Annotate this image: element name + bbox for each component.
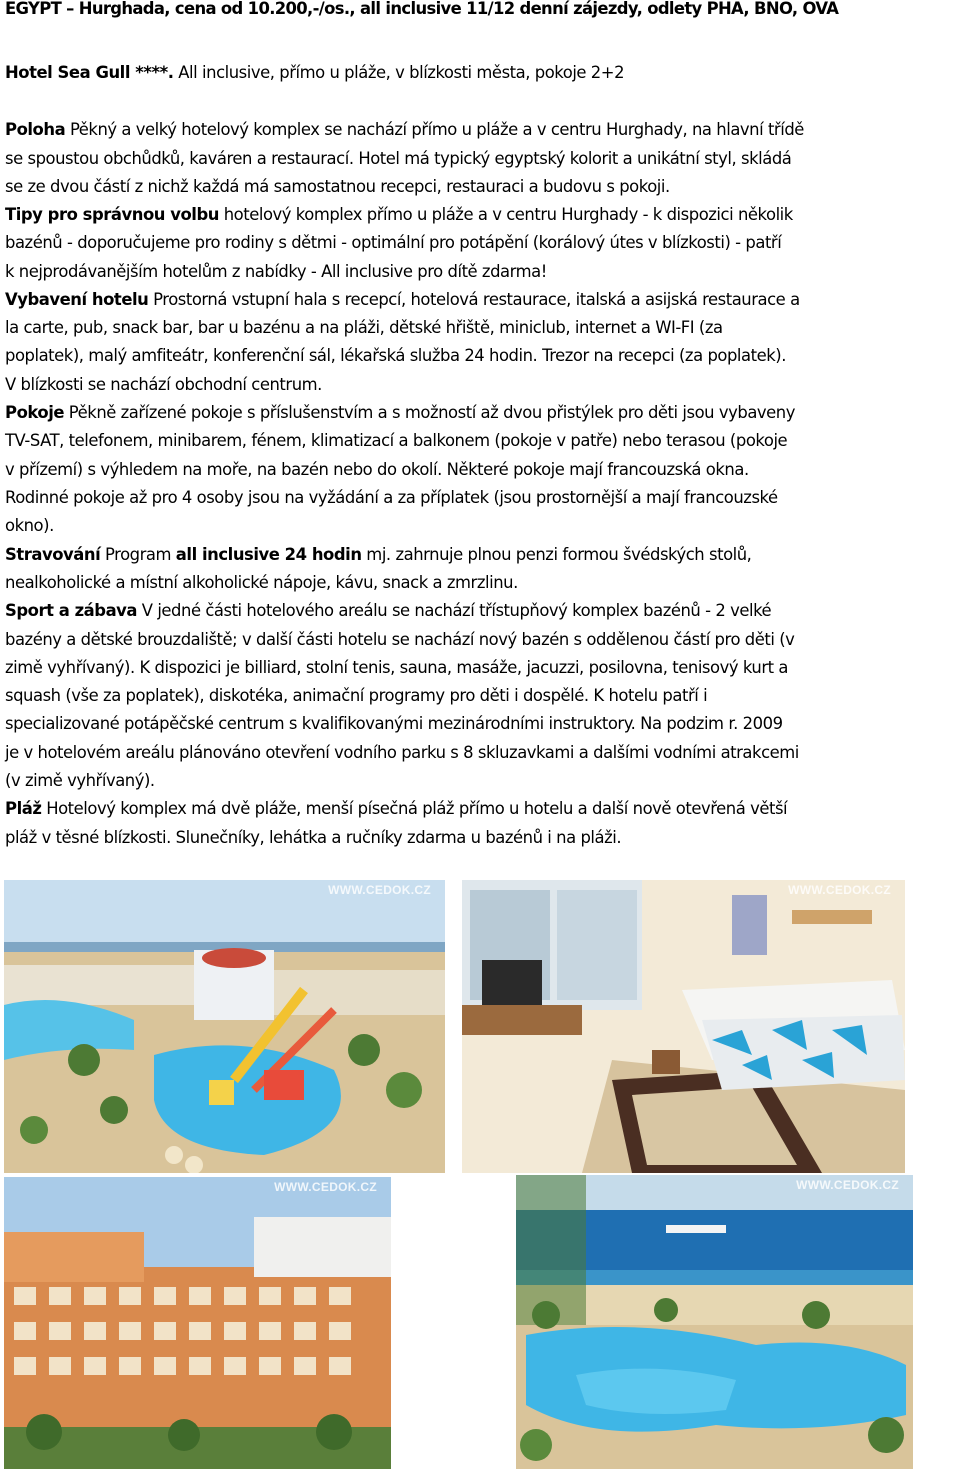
sport-line-5: specializované potápěčské centrum s kvalifikovanými mezinárodními instruktory. Na podzim r. 2009 <box>5 714 783 733</box>
poloha-line-1 <box>5 116 804 144</box>
watermark: WWW.CEDOK.CZ <box>788 883 891 897</box>
watermark: WWW.CEDOK.CZ <box>274 1180 377 1194</box>
pokoje-line-5: okno). <box>5 516 54 535</box>
tipy-label: Tipy pro správnou volbu <box>5 205 219 224</box>
hotel-summary: All inclusive, přímo u pláže, v blízkosti města, pokoje 2+2 <box>173 63 625 82</box>
pool-illustration <box>516 1175 913 1469</box>
hotel-name: Hotel Sea Gull ****. <box>5 63 174 82</box>
pokoje-label: Pokoje <box>5 403 65 422</box>
poloha-text-1: Pěkný a velký hotelový komplex se nachází přímo u pláže a v centru Hurghady, na hlavní třídě <box>65 120 804 139</box>
aquapark-illustration <box>4 880 445 1173</box>
sport-line-4: squash (vše za poplatek), diskotéka, animační programy pro děti i dospělé. K hotelu patří i <box>5 686 708 705</box>
vybaveni-line-2: la carte, pub, snack bar, bar u bazénu a na pláži, dětské hřiště, miniclub, internet a WI-FI (za <box>5 318 723 337</box>
vybaveni-text-1: Prostorná vstupní hala s recepcí, hotelová restaurace, italská a asijská restaurace a <box>148 290 800 309</box>
sport-text-1: V jedné části hotelového areálu se nachází třístupňový komplex bazénů - 2 velké <box>137 601 772 620</box>
plaz-text-1: Hotelový komplex má dvě pláže, menší písečná pláž přímo u hotelu a další nově otevřená větší <box>41 799 788 818</box>
pokoje-line-3: v přízemí) s výhledem na moře, na bazén nebo do okolí. Některé pokoje mají francouzská okna. <box>5 460 749 479</box>
all-inclusive-bold: all inclusive 24 hodin <box>175 545 362 564</box>
stravovani-line-2: nealkoholické a místní alkoholické nápoje, kávu, snack a zmrzlinu. <box>5 573 518 592</box>
stravovani-text-b: mj. zahrnuje plnou penzi formou švédských stolů, <box>361 545 752 564</box>
poloha-label: Poloha <box>5 120 66 139</box>
sport-line-3: zimě vyhřívaný). K dispozici je billiard, stolní tenis, sauna, masáže, jacuzzi, posilovna, tenisový kurt a <box>5 658 788 677</box>
poloha-line-3: se ze dvou částí z nichž každá má samostatnou recepci, restauraci a budovu s pokoji. <box>5 177 670 196</box>
watermark: WWW.CEDOK.CZ <box>328 883 431 897</box>
room-illustration <box>462 880 905 1173</box>
vybaveni-label: Vybavení hotelu <box>5 290 149 309</box>
sport-line-6: je v hotelovém areálu plánováno otevření vodního parku s 8 skluzavkami a dalšími vodními atrakcemi <box>5 743 799 762</box>
sport-line-2: bazény a dětské brouzdaliště; v další části hotelu se nachází nový bazén s oddělenou částí pro děti (v <box>5 630 795 649</box>
aquapark-photo <box>4 880 445 1173</box>
stravovani-text-a: Program <box>100 545 176 564</box>
watermark: WWW.CEDOK.CZ <box>796 1178 899 1192</box>
sport-line-7: (v zimě vyhřívaný). <box>5 771 155 790</box>
plaz-line-1 <box>5 795 787 823</box>
pool-beach-photo <box>516 1175 913 1469</box>
pokoje-text-1: Pěkně zařízené pokoje s příslušenstvím a s možností až dvou přistýlek pro děti jsou vybaveny <box>64 403 795 422</box>
plaz-line-2: pláž v těsné blízkosti. Slunečníky, lehátka a ručníky zdarma u bazénů i na pláži. <box>5 828 622 847</box>
tipy-line-1 <box>5 201 793 229</box>
hotel-line <box>5 59 624 87</box>
plaz-label: Pláž <box>5 799 42 818</box>
stravovani-label: Stravování <box>5 545 101 564</box>
sport-line-1 <box>5 597 771 625</box>
pokoje-line-4: Rodinné pokoje až pro 4 osoby jsou na vyžádání a za příplatek (jsou prostornější a mají francouzské <box>5 488 778 507</box>
pokoje-line-2: TV-SAT, telefonem, minibarem, fénem, klimatizací a balkonem (pokoje v patře) nebo terasou (pokoje <box>5 431 788 450</box>
vybaveni-line-3: poplatek), malý amfiteátr, konferenční sál, lékařská služba 24 hodin. Trezor na recepci (za poplatek). <box>5 346 786 365</box>
poloha-line-2: se spoustou obchůdků, kaváren a restaurací. Hotel má typický egyptský kolorit a unikátní styl, skládá <box>5 149 792 168</box>
sport-label: Sport a zábava <box>5 601 138 620</box>
tipy-line-2: bazénů - doporučujeme pro rodiny s dětmi - optimální pro potápění (korálový útes v blízkosti) - patří <box>5 233 782 252</box>
header-line: EGYPT – Hurghada, cena od 10.200,-/os., all inclusive 11/12 denní zájezdy, odlety PHA, BNO, OVA <box>5 0 839 18</box>
tipy-line-3: k nejprodávanějším hotelům z nabídky - All inclusive pro dítě zdarma! <box>5 262 547 281</box>
stravovani-line-1 <box>5 541 751 569</box>
hotel-building-photo <box>4 1177 391 1469</box>
tipy-text-1: hotelový komplex přímo u pláže a v centru Hurghady - k dispozici několik <box>218 205 793 224</box>
vybaveni-line-1 <box>5 286 800 314</box>
building-illustration <box>4 1177 391 1469</box>
hotel-room-photo <box>462 880 905 1173</box>
pokoje-line-1 <box>5 399 795 427</box>
vybaveni-line-4: V blízkosti se nachází obchodní centrum. <box>5 375 322 394</box>
